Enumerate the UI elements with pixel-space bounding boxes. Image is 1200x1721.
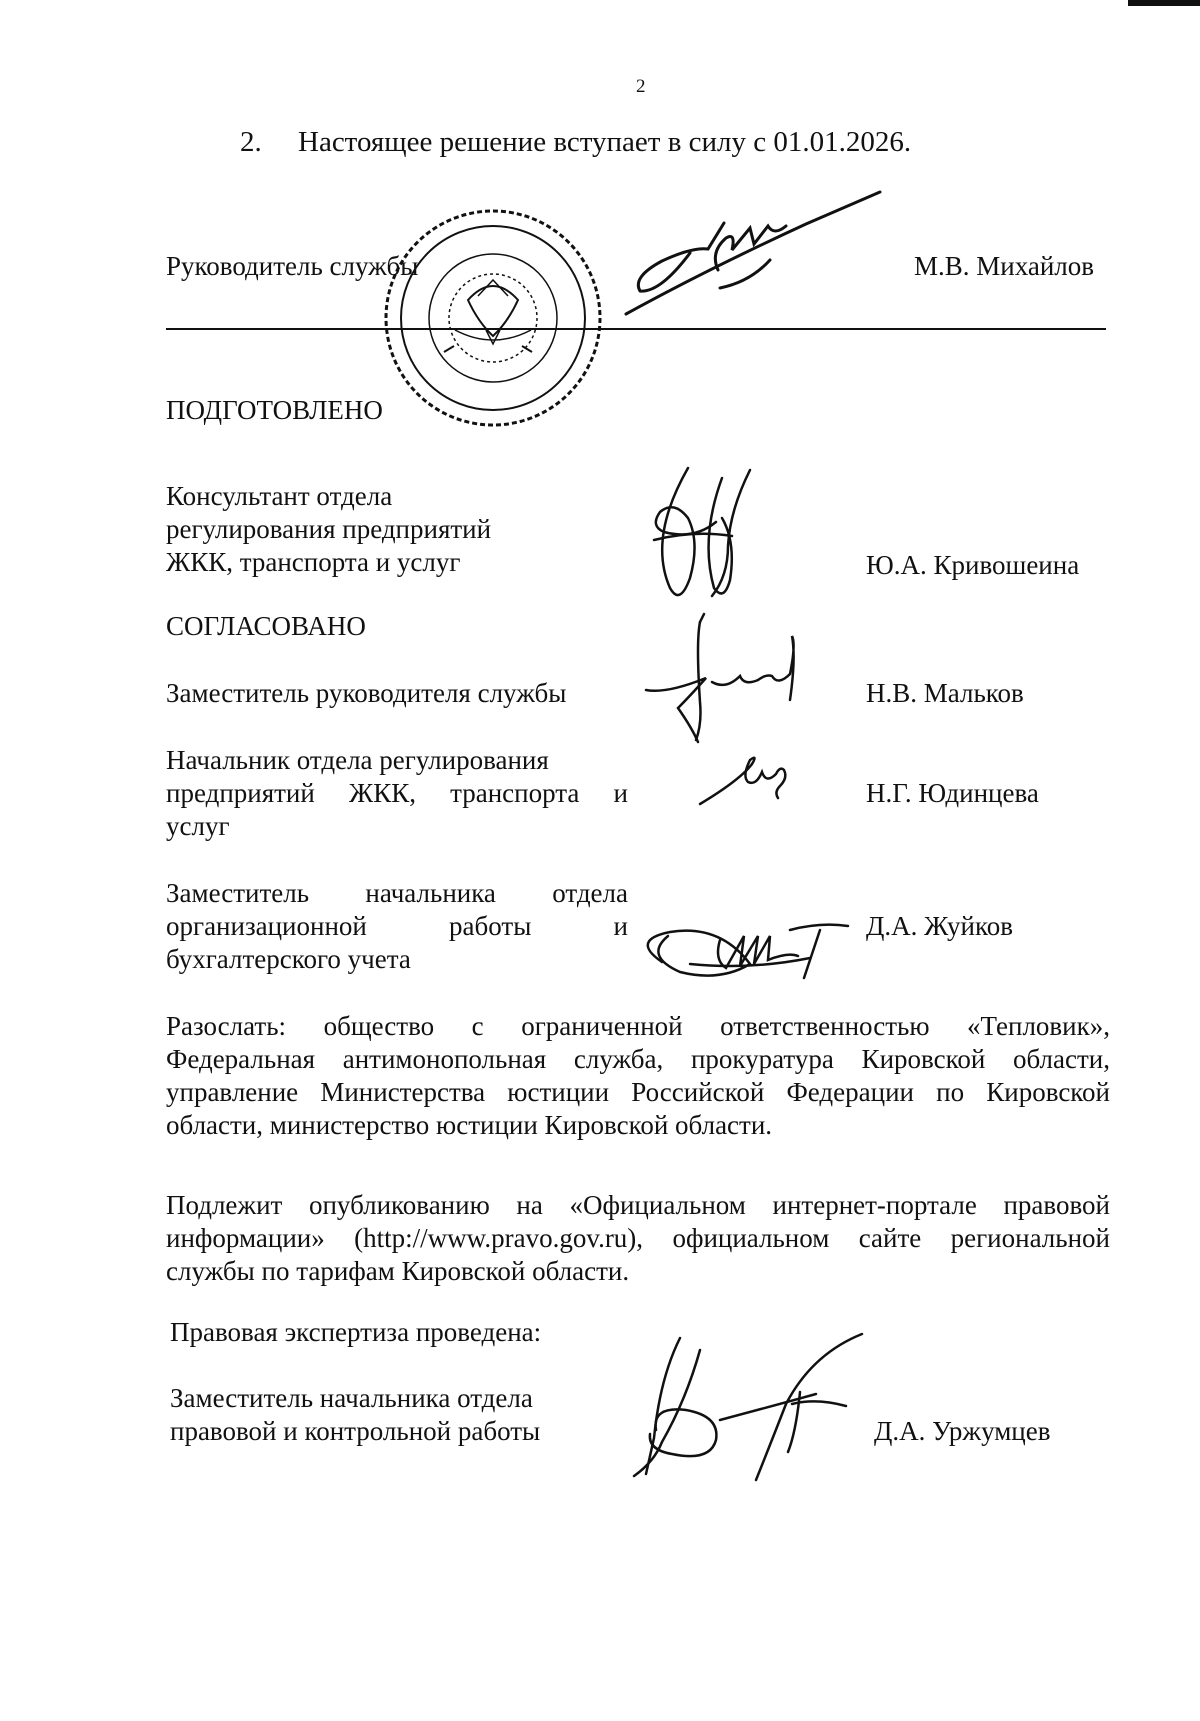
scan-edge-mark [1128,0,1200,6]
signature-prepared [654,468,750,596]
signer-2-name: Н.Г. Юдинцева [866,778,1039,808]
signer-1-name: Н.В. Мальков [866,678,1024,708]
signature-underline [166,328,1106,330]
legal-review-heading: Правовая экспертиза проведена: [170,1317,542,1347]
signer-3-name: Д.А. Жуйков [866,911,1013,941]
distribution-line-1: Разослать: общество с ограниченной ответственностью «Тепловик», [166,1011,1110,1041]
prepared-position-line-1: Консультант отдела [166,481,393,511]
publication-line-3: службы по тарифам Кировской области. [166,1256,630,1286]
signer-1-position: Заместитель руководителя службы [166,678,567,708]
distribution-line-4: области, министерство юстиции Кировской области. [166,1110,773,1140]
signer-2-position-line-2-block [166,777,628,810]
page-number: 2 [636,76,646,97]
signer-3-position-line-1: Заместитель начальника отдела [166,878,628,908]
prepared-name: Ю.А. Кривошеина [866,550,1080,580]
agreed-heading: СОГЛАСОВАНО [166,611,366,641]
signer-2-position-line-3: услуг [166,811,230,841]
signer-2-position-line-1: Начальник отдела регулирования [166,745,549,775]
prepared-heading: ПОДГОТОВЛЕНО [166,395,383,425]
signer-3-position-line-2: организационной работы и [166,911,628,941]
legal-review-position-line-2: правовой и контрольной работы [170,1416,541,1446]
official-seal [386,211,600,425]
signature-legal-review [634,1334,862,1480]
publication-line-1: Подлежит опубликованию на «Официальном интернет-портале правовой [166,1190,1110,1220]
publication-paragraph [166,1189,1110,1288]
signer-3-position-block [166,877,628,976]
head-name: М.В. Михайлов [914,251,1095,281]
signature-signer-2 [700,758,785,804]
signature-signer-3 [648,925,848,978]
distribution-line-3: управление Министерства юстиции Российской Федерации по Кировской [166,1077,1110,1107]
distribution-paragraph [166,1010,1110,1142]
clause-number: 2. [240,126,262,158]
signer-3-position-line-3: бухгалтерского учета [166,944,411,974]
signer-2-position-line-2: предприятий ЖКК, транспорта и [166,778,628,808]
distribution-line-2: Федеральная антимонопольная служба, прокуратура Кировской области, [166,1044,1110,1074]
publication-line-2: информации» (http://www.pravo.gov.ru), официальном сайте региональной [166,1223,1110,1253]
signature-head [626,192,880,314]
legal-review-name: Д.А. Уржумцев [874,1416,1051,1446]
prepared-position-line-3: ЖКК, транспорта и услуг [166,547,461,577]
prepared-position-line-2: регулирования предприятий [166,514,492,544]
clause-text: Настоящее решение вступает в силу с 01.01.2026. [298,126,912,158]
legal-review-position-line-1: Заместитель начальника отдела [170,1383,533,1413]
head-position: Руководитель службы [166,251,419,281]
signature-signer-1 [646,614,794,742]
clause-2 [240,126,911,159]
